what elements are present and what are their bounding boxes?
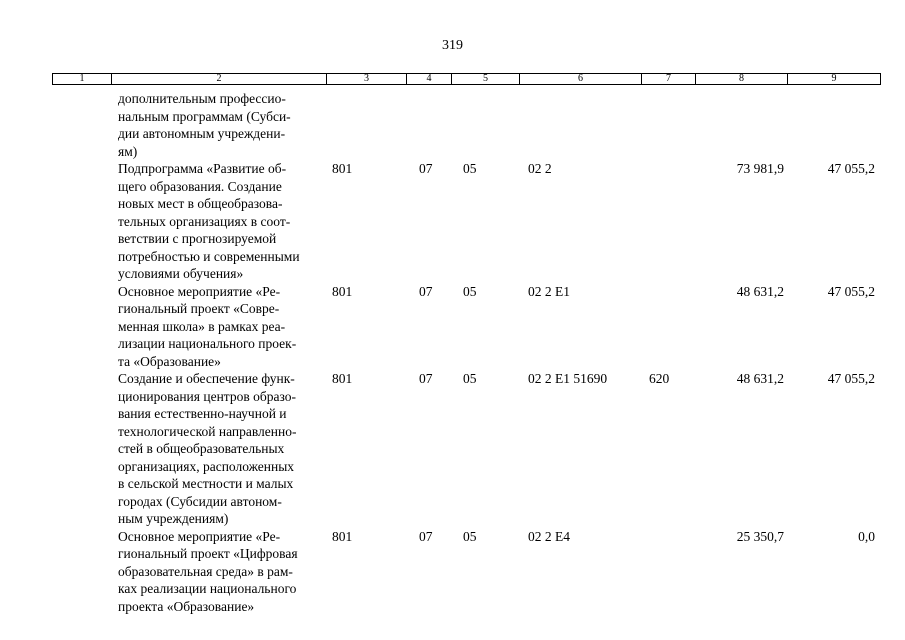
target-article: 02 2 E1 xyxy=(528,283,570,299)
table-row xyxy=(0,528,905,616)
subsection-code: 05 xyxy=(463,528,477,544)
table-row xyxy=(0,90,905,160)
amount-year-1: 73 981,9 xyxy=(736,161,784,176)
subsection-code: 05 xyxy=(463,161,477,176)
amount-year-2: 47 055,2 xyxy=(827,371,875,386)
description-line: Подпрограмма «Развитие об- xyxy=(118,161,287,176)
table-header xyxy=(52,73,881,85)
description-line: ям) xyxy=(118,143,138,159)
description-line: Основное мероприятие «Ре- xyxy=(118,283,281,299)
subsection-code: 05 xyxy=(463,371,477,386)
amount-year-2: 47 055,2 xyxy=(827,283,875,299)
target-article: 02 2 E1 51690 xyxy=(528,371,608,386)
header-col-8: 8 xyxy=(696,74,788,84)
description-line: гиональный проект «Цифровая xyxy=(118,546,298,561)
row-description xyxy=(118,370,328,528)
amount-year-1: 48 631,2 xyxy=(736,283,784,299)
description-line: Основное мероприятие «Ре- xyxy=(118,528,281,544)
section-code: 07 xyxy=(419,161,433,176)
department-code: 801 xyxy=(332,283,353,299)
description-line: ках реализации национального xyxy=(118,581,297,596)
section-code: 07 xyxy=(419,283,433,299)
description-line: ционирования центров образо- xyxy=(118,388,296,404)
amount-year-1: 48 631,2 xyxy=(736,371,784,386)
header-col-3: 3 xyxy=(327,74,407,84)
table-row xyxy=(0,160,905,283)
description-line: ветствии с прогнозируемой xyxy=(118,231,277,246)
description-line: тельных организациях в соот- xyxy=(118,213,291,229)
header-col-2: 2 xyxy=(112,74,327,84)
description-line: проекта «Образование» xyxy=(118,598,255,614)
expense-type: 620 xyxy=(649,371,670,386)
header-col-9: 9 xyxy=(831,73,837,84)
department-code: 801 xyxy=(332,528,353,544)
description-line: ным учреждениям) xyxy=(118,511,229,526)
description-line: менная школа» в рамках реа- xyxy=(118,318,286,334)
header-col-5: 5 xyxy=(452,74,520,84)
subsection-code: 05 xyxy=(463,283,477,299)
header-col-7: 7 xyxy=(642,74,696,84)
description-line: технологической направленно- xyxy=(118,423,297,439)
section-code: 07 xyxy=(419,528,433,544)
row-description xyxy=(118,160,328,283)
description-line: образовательная среда» в рам- xyxy=(118,563,293,579)
table-body xyxy=(0,90,905,615)
amount-year-1: 25 350,7 xyxy=(736,528,784,544)
header-col-6: 6 xyxy=(520,74,642,84)
page-number: 319 xyxy=(442,38,463,53)
amount-year-2: 47 055,2 xyxy=(827,161,875,176)
target-article: 02 2 E4 xyxy=(528,528,570,544)
section-code: 07 xyxy=(419,371,433,386)
header-col-1: 1 xyxy=(53,74,112,84)
description-line: в сельской местности и малых xyxy=(118,476,294,491)
description-line: потребностью и современными xyxy=(118,248,300,264)
department-code: 801 xyxy=(332,371,353,386)
table-row xyxy=(0,370,905,528)
header-col-4: 4 xyxy=(407,74,452,84)
row-description xyxy=(118,283,328,371)
row-description xyxy=(118,528,328,616)
department-code: 801 xyxy=(332,161,353,176)
description-line: гиональный проект «Совре- xyxy=(118,301,280,316)
description-line: нальным программам (Субси- xyxy=(118,108,291,124)
amount-year-2: 0,0 xyxy=(858,528,875,544)
description-line: дополнительным профессио- xyxy=(118,91,286,106)
description-line: организациях, расположенных xyxy=(118,458,295,474)
description-line: лизации национального проек- xyxy=(118,336,297,351)
description-line: дии автономным учреждени- xyxy=(118,126,286,141)
description-line: условиями обучения» xyxy=(118,266,244,281)
description-line: вания естественно-научной и xyxy=(118,406,287,421)
description-line: новых мест в общеобразова- xyxy=(118,196,283,211)
table-row xyxy=(0,283,905,371)
description-line: та «Образование» xyxy=(118,353,221,369)
row-description xyxy=(118,90,328,160)
target-article: 02 2 xyxy=(528,161,552,176)
description-line: городах (Субсидии автоном- xyxy=(118,493,282,509)
description-line: стей в общеобразовательных xyxy=(118,441,285,456)
description-line: Создание и обеспечение функ- xyxy=(118,371,295,386)
description-line: щего образования. Создание xyxy=(118,178,282,194)
